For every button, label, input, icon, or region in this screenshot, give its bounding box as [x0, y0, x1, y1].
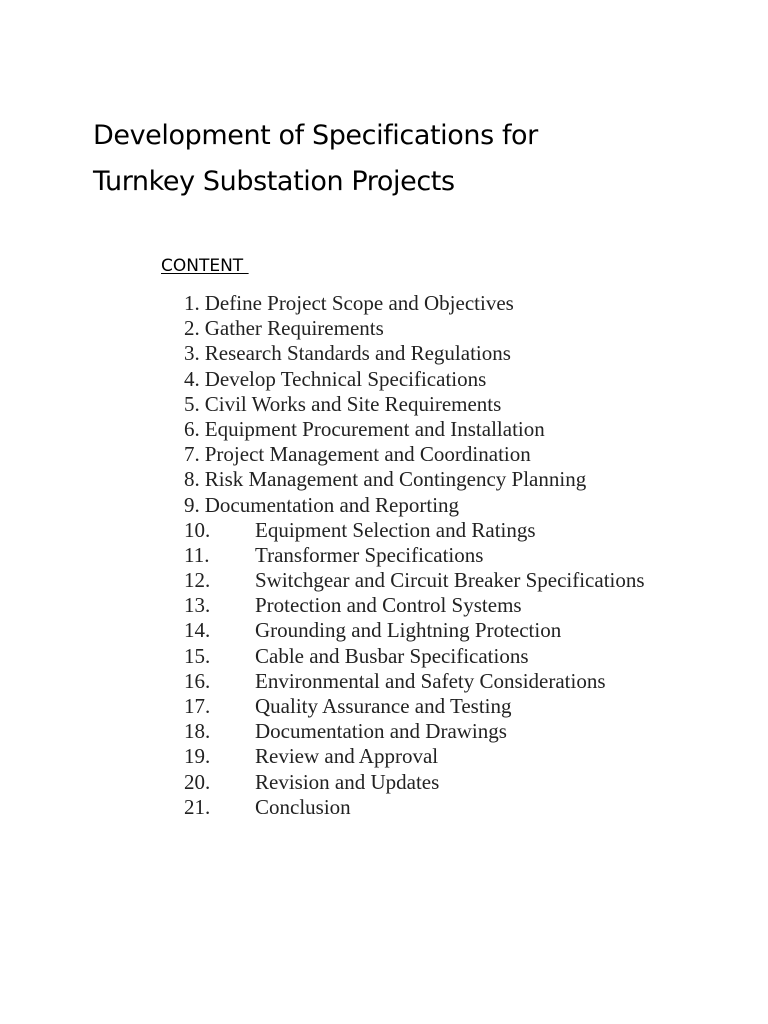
toc-item-text: Define Project Scope and Objectives [204, 291, 514, 315]
document-title [93, 113, 733, 205]
toc-item-text: Transformer Specifications [255, 542, 484, 567]
toc-item-number: 20. [184, 769, 211, 794]
toc-item [184, 719, 645, 744]
toc-item-text: Conclusion [255, 794, 351, 819]
toc-item-number: 11. [184, 542, 210, 567]
toc-item-number: 10. [184, 517, 211, 542]
toc-item-text: Revision and Updates [255, 769, 440, 794]
toc-item-number: 17. [184, 694, 211, 718]
toc-item-number: 9. [184, 492, 200, 517]
toc-item-number: 13. [184, 593, 211, 618]
toc-item-text: Quality Assurance and Testing [255, 694, 512, 718]
toc-item [184, 795, 645, 820]
toc-item [184, 744, 645, 769]
toc-item [184, 694, 645, 719]
toc-item-text: Documentation and Reporting [204, 492, 460, 517]
toc-item [184, 518, 645, 543]
toc-item [184, 669, 645, 694]
toc-item [184, 593, 645, 618]
toc-item-number: 7. [184, 442, 200, 467]
toc-item-number: 4. [184, 366, 200, 391]
toc-item-number: 5. [184, 391, 200, 416]
toc-item [184, 467, 645, 492]
toc-item-text: Switchgear and Circuit Breaker Specifications [255, 568, 645, 593]
toc-item [184, 367, 645, 392]
document-title-line-1: Development of Specifications for [93, 120, 538, 151]
toc-item [184, 568, 645, 593]
toc-item-number: 6. [184, 416, 200, 441]
toc-item-text: Risk Management and Contingency Planning [204, 467, 587, 492]
toc-item-text: Environmental and Safety Considerations [255, 668, 606, 693]
toc-item [184, 316, 645, 341]
toc-item-number: 21. [184, 794, 211, 819]
toc-item-text: Equipment Procurement and Installation [204, 416, 545, 441]
toc-item-text: Documentation and Drawings [255, 719, 507, 744]
toc-item-number: 1. [184, 291, 200, 315]
toc-item-number: 14. [184, 618, 211, 643]
toc-item-number: 3. [184, 341, 200, 366]
toc-item-text: Grounding and Lightning Protection [255, 618, 562, 643]
toc-item-text: Cable and Busbar Specifications [255, 643, 529, 668]
content-heading: CONTENT [161, 256, 249, 276]
toc-item-number: 16. [184, 668, 211, 693]
toc-item-text: Develop Technical Specifications [204, 366, 487, 391]
toc-item [184, 291, 645, 316]
toc-item-text: Research Standards and Regulations [204, 341, 511, 366]
toc-item-number: 12. [184, 568, 211, 593]
toc-item-number: 8. [184, 467, 200, 492]
toc-item-text: Project Management and Coordination [204, 442, 531, 467]
toc-item-text: Protection and Control Systems [255, 593, 522, 618]
toc-item-text: Review and Approval [255, 744, 439, 769]
document-title-line-2: Turnkey Substation Projects [93, 166, 455, 197]
table-of-contents [184, 291, 645, 820]
toc-item-number: 15. [184, 643, 211, 668]
toc-item [184, 442, 645, 467]
toc-item [184, 644, 645, 669]
toc-item [184, 543, 645, 568]
toc-item [184, 770, 645, 795]
toc-item-text: Equipment Selection and Ratings [255, 517, 536, 542]
toc-item [184, 392, 645, 417]
toc-item-number: 19. [184, 744, 211, 769]
toc-item-number: 2. [184, 316, 200, 341]
toc-item [184, 417, 645, 442]
toc-item [184, 341, 645, 366]
toc-item [184, 493, 645, 518]
toc-item-text: Civil Works and Site Requirements [204, 391, 502, 416]
toc-item-text: Gather Requirements [204, 316, 384, 341]
toc-item-number: 18. [184, 719, 211, 744]
toc-item [184, 618, 645, 643]
